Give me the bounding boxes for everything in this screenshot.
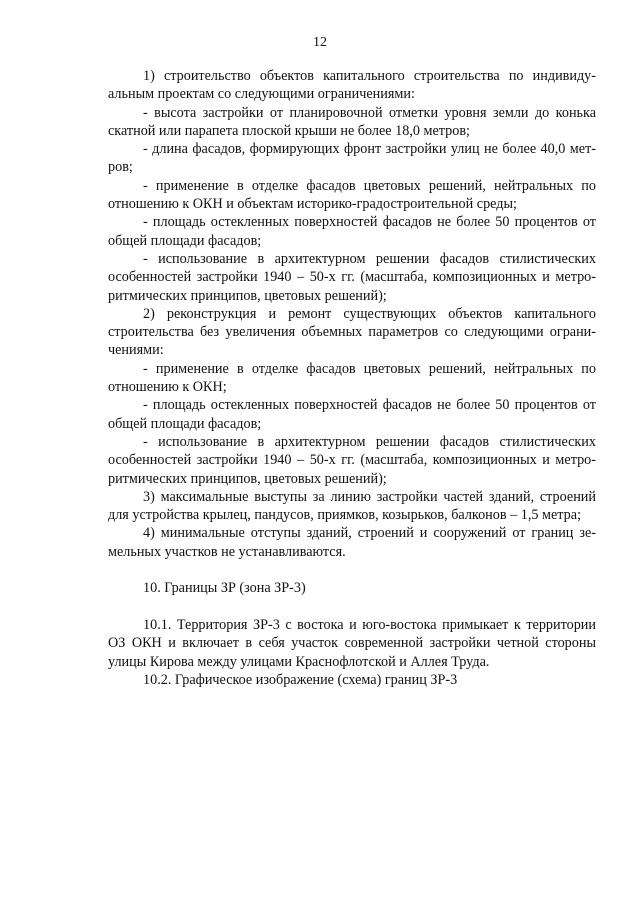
paragraph: - длина фасадов, формирующих фронт застройки улиц не более 40,0 мет-ров; xyxy=(108,141,596,176)
section-spacer xyxy=(108,561,596,579)
paragraph: - площадь остекленных поверхностей фасадов не более 50 процентов от общей площади фасадов; xyxy=(108,397,596,432)
paragraph: 1) строительство объектов капитального строительства по индивиду-альным проектам со следующими ограничениями: xyxy=(108,68,596,103)
paragraph: 3) максимальные выступы за линию застройки частей зданий, строений для устройства крылец, пандусов, приямков, козырьков, балконов – 1,5 метра; xyxy=(108,488,596,524)
paragraph: - использование в архитектурном решении фасадов стилистических особенностей застройки 1940 – 50-х гг. (масштаба, композиционных и метро-ритмических принципов, цветовых решений); xyxy=(108,250,596,304)
paragraph: - использование в архитектурном решении фасадов стилистических особенностей застройки 1940 – 50-х гг. (масштаба, композиционных и метро-ритмических принципов, цветовых решений); xyxy=(108,433,596,487)
page-number: 12 xyxy=(313,35,327,50)
paragraph: - площадь остекленных поверхностей фасадов не более 50 процентов от общей площади фасадов; xyxy=(108,214,596,249)
paragraph: - применение в отделке фасадов цветовых решений, нейтральных по отношению к ОКН; xyxy=(108,360,596,396)
paragraph: 10.2. Графическое изображение (схема) границ ЗР-3 xyxy=(143,671,458,688)
section-spacer xyxy=(108,598,596,616)
section-heading: 10. Границы ЗР (зона ЗР-3) xyxy=(143,580,306,597)
paragraph: 2) реконструкция и ремонт существующих объектов капитального строительства без увеличения объемных параметров со следующими ограни-чениями: xyxy=(108,305,596,359)
document-body xyxy=(108,67,596,689)
paragraph: - высота застройки от планировочной отметки уровня земли до конька скатной или парапета плоской крыши не более 18,0 метров; xyxy=(108,104,596,139)
paragraph: - применение в отделке фасадов цветовых решений, нейтральных по отношению к ОКН и объектам историко-градостроительной среды; xyxy=(108,177,596,213)
paragraph: 10.1. Территория ЗР-3 с востока и юго-востока примыкает к территории ОЗ ОКН и включает в себя участок современной застройки четной стороны улицы Кирова между улицами Краснофлотской и Аллея Труда. xyxy=(108,616,596,670)
paragraph: 4) минимальные отступы зданий, строений и сооружений от границ зе-мельных участков не устанавливаются. xyxy=(108,525,596,560)
